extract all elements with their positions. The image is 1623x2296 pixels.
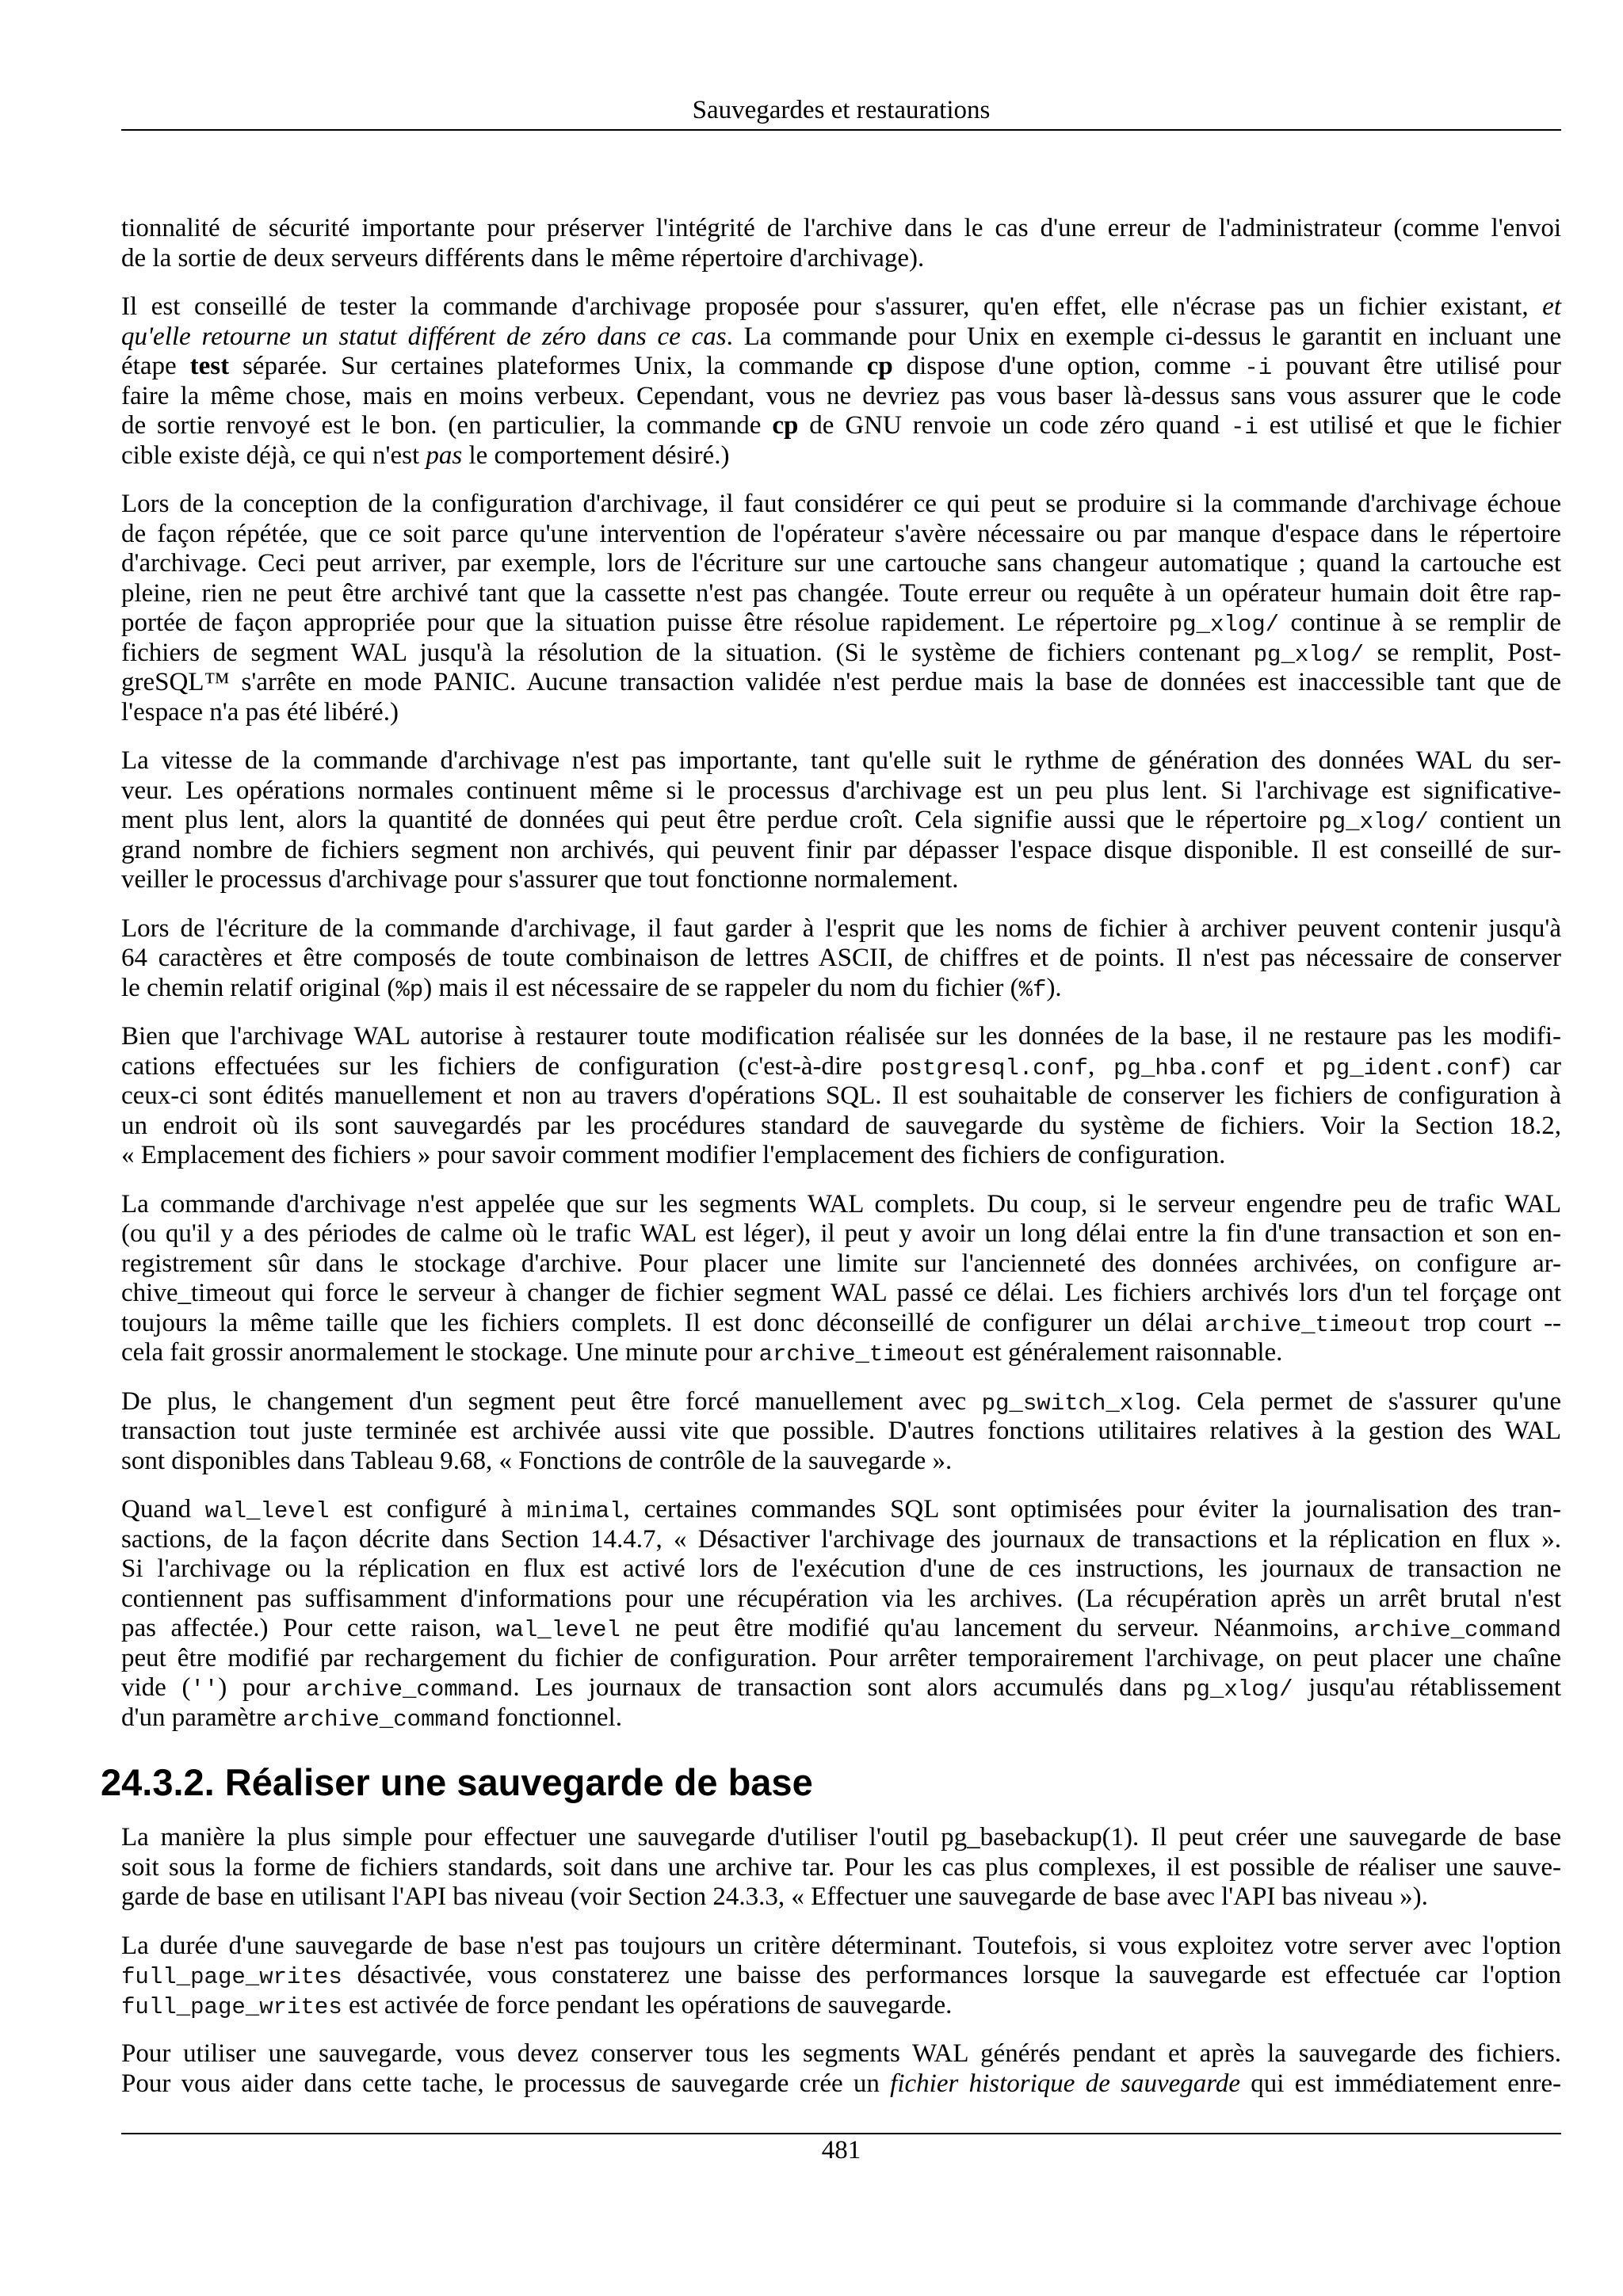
text-line (121, 411, 1561, 441)
text-line (121, 1525, 1561, 1555)
text-run: jusqu'au rétablissement (1293, 1673, 1561, 1702)
text-run: , certaines commandes SQL sont optimisées pour éviter la journalisation des tran- (623, 1495, 1561, 1524)
text-run: de GNU renvoie un code zéro quand (798, 411, 1231, 440)
code-text: wal_level (204, 1498, 330, 1524)
text-run: Pour vous aider dans cette tache, le processus de sauvegarde crée un (121, 2069, 891, 2098)
emphasis-text: pas (426, 441, 463, 470)
paragraph (121, 1387, 1561, 1477)
text-run: La durée d'une sauvegarde de base n'est pas toujours un critère déterminant. Toutefois, si vous exploitez votre server avec l'option (121, 1931, 1561, 1960)
text-line (121, 1554, 1561, 1585)
paragraph (121, 2039, 1561, 2099)
text-run: garde de base en utilisant l'API bas niveau (voir Section 24.3.3, « Effectuer une sauvegarde de base avec l'API bas niveau »). (121, 1882, 1428, 1911)
text-line (121, 836, 1561, 866)
code-text: archive_command (282, 1706, 491, 1733)
text-run: tionnalité de sécurité importante pour préserver l'intégrité de l'archive dans le cas d'une erreur de l'administrateur (comme l'envoi (121, 214, 1561, 242)
code-text: full_page_writes (121, 1964, 342, 1990)
text-run: continue à se remplir de (1279, 608, 1561, 637)
text-run: transaction tout juste terminée est archivée aussi vite que possible. D'autres fonctions utilitaires relatives à la gestion des WAL (121, 1417, 1561, 1445)
text-run: se remplit, Post- (1364, 638, 1562, 667)
text-run: d'archivage. Ceci peut arriver, par exemple, lors de l'écriture sur une cartouche sans changeur automatique ; quand la cartouche est (121, 549, 1561, 578)
text-run: contient un (1428, 806, 1561, 834)
text-line (121, 1112, 1561, 1142)
paragraph (121, 1823, 1561, 1913)
code-text: pg_ident.conf (1322, 1055, 1502, 1081)
code-text: %p (395, 976, 424, 1003)
code-text: archive_command (306, 1676, 514, 1703)
text-run: l'espace n'a pas été libéré.) (121, 697, 399, 727)
code-text: pg_hba.conf (1113, 1055, 1266, 1081)
text-line (121, 1052, 1561, 1082)
text-line (121, 1219, 1561, 1249)
page-number: 481 (821, 2136, 861, 2164)
text-run: est généralement raisonnable. (965, 1338, 1283, 1367)
section-heading: 24.3.2. Réaliser une sauvegarde de base (101, 1761, 813, 1803)
text-line (121, 1279, 1561, 1309)
text-run: est utilisé et que le fichier (1258, 411, 1561, 440)
code-text: '' (190, 1676, 219, 1703)
text-run: Lors de l'écriture de la commande d'archivage, il faut garder à l'esprit que les noms de fichier à archiver peuvent contenir jusqu'à (121, 913, 1561, 943)
text-run: grand nombre de fichiers segment non archivés, qui peuvent finir par dépasser l'espace disque disponible. Il est conseillé de sur- (121, 835, 1561, 864)
text-run: est configuré à (329, 1495, 527, 1524)
text-line (121, 1991, 1561, 2021)
paragraph (121, 914, 1561, 1004)
text-run: étape (121, 352, 190, 380)
text-line (121, 2069, 1561, 2100)
text-run: . La commande pour Unix en exemple ci-dessus le garantit en incluant une (726, 322, 1561, 351)
text-run: le chemin relatif original ( (121, 973, 396, 1002)
text-line (121, 806, 1561, 836)
text-run: cations effectuées sur les fichiers de configuration (c'est-à-dire (121, 1051, 881, 1081)
code-text: archive_timeout (758, 1341, 966, 1367)
paragraph (121, 292, 1561, 471)
text-run: Il est conseillé de tester la commande d'archivage proposée pour s'assurer, qu'en effet, elle n'écrase pas un fichier existant, (121, 292, 1543, 321)
text-line (121, 520, 1561, 550)
code-text: archive_command (1354, 1617, 1561, 1643)
text-run: . Les journaux de transaction sont alors accumulés dans (513, 1673, 1183, 1702)
text-run: un endroit où ils sont sauvegardés par les procédures standard de sauvegarde du système de fichiers. Voir la Section 18.2, (121, 1111, 1561, 1140)
text-line (121, 549, 1561, 579)
text-line (121, 2039, 1561, 2069)
text-run: veur. Les opérations normales continuent même si le processus d'archivage est un peu plus lent. Si l'archivage est significative- (121, 776, 1561, 805)
text-run: le comportement désiré.) (462, 441, 730, 470)
emphasis-text: fichier historique de sauvegarde (890, 2069, 1241, 2098)
text-line (121, 1644, 1561, 1674)
text-run: qui est immédiatement enre- (1240, 2069, 1561, 2098)
text-run: sont disponibles dans Tableau 9.68, « Fonctions de contrôle de la sauvegarde ». (121, 1446, 953, 1475)
text-run: ). (1046, 973, 1062, 1002)
text-run: pas affectée.) Pour cette raison, (121, 1614, 497, 1642)
command-name: cp (866, 352, 893, 380)
text-line (121, 1387, 1561, 1417)
command-name: test (189, 352, 230, 380)
text-line (121, 352, 1561, 382)
text-run: ) car (1501, 1051, 1561, 1081)
text-run: Bien que l'archivage WAL autorise à restaurer toute modification réalisée sur les données de la base, il ne restaure pas les modifi- (121, 1022, 1561, 1051)
text-run: soit sous la forme de fichiers standards, soit dans une archive tar. Pour les cas plus complexes, il est possible de réaliser une sauve- (121, 1852, 1561, 1882)
text-run: chive_timeout qui force le serveur à changer de fichier segment WAL passé ce délai. Les fichiers archivés lors d'un tel forçage ont (121, 1279, 1561, 1307)
paragraph (121, 1932, 1561, 2021)
paragraph (121, 746, 1561, 895)
text-line (121, 1338, 1561, 1368)
emphasis-text: qu'elle retourne un statut différent de zéro dans ce cas (121, 322, 727, 351)
text-run: pleine, rien ne peut être archivé tant que la cassette n'est pas changée. Toute erreur ou requête à un opérateur humain doit être rap- (121, 578, 1561, 608)
text-line (121, 441, 1561, 471)
text-line (121, 608, 1561, 639)
text-run: Si l'archivage ou la réplication en flux est activé lors de l'exécution d'une de ces instructions, les journaux de transaction ne (121, 1554, 1561, 1583)
code-text: minimal (526, 1498, 624, 1524)
text-run: et (1265, 1051, 1323, 1081)
text-run: La vitesse de la commande d'archivage n'est pas importante, tant qu'elle suit le rythme de génération des données WAL du ser- (121, 746, 1561, 775)
text-line (121, 1673, 1561, 1703)
code-text: pg_xlog/ (1253, 641, 1365, 668)
text-run: veiller le processus d'archivage pour s'assurer que tout fonctionne normalement. (121, 865, 959, 894)
text-run: ment plus lent, alors la quantité de données qui peut être perdue croît. Cela signifie aussi que le répertoire (121, 806, 1319, 834)
text-line (121, 1141, 1561, 1171)
text-run: toujours la même taille que les fichiers complets. Il est donc déconseillé de configurer un délai (121, 1308, 1205, 1337)
text-run: La commande d'archivage n'est appelée que sur les segments WAL complets. Du coup, si le serveur engendre peu de trafic WAL (121, 1189, 1561, 1219)
text-run: de sortie renvoyé est le bon. (en particulier, la commande (121, 411, 773, 440)
text-line (121, 1249, 1561, 1280)
paragraph (121, 214, 1561, 273)
text-line (121, 1614, 1561, 1644)
footer-rule (121, 2133, 1561, 2134)
text-run: fonctionnel. (490, 1703, 622, 1732)
text-run: désactivée, vous constaterez une baisse des performances lorsque la sauvegarde est effectuée car l'option (342, 1961, 1561, 1989)
text-line (121, 944, 1561, 974)
text-line (121, 1882, 1561, 1913)
text-run: 64 caractères et être composés de toute combinaison de lettres ASCII, de chiffres et de points. Il n'est pas nécessaire de conserver (121, 944, 1561, 972)
code-text: pg_xlog/ (1318, 809, 1429, 835)
text-line (121, 382, 1561, 412)
text-line (121, 914, 1561, 944)
text-run: ) mais il est nécessaire de se rappeler du nom du fichier ( (423, 973, 1019, 1002)
text-line (121, 244, 1561, 274)
text-line (121, 579, 1561, 609)
text-run: Quand (121, 1495, 205, 1524)
body-text-block (121, 214, 1561, 1752)
text-line (121, 1823, 1561, 1853)
running-header: Sauvegardes et restaurations (692, 96, 991, 124)
code-text: full_page_writes (121, 1993, 342, 2020)
text-run: de la sortie de deux serveurs différents dans le même répertoire d'archivage). (121, 243, 925, 273)
paragraph (121, 490, 1561, 727)
text-line (121, 865, 1561, 895)
text-run: greSQL™ s'arrête en mode PANIC. Aucune transaction validée n'est perdue mais la base de données est inaccessible tant que de (121, 668, 1561, 696)
text-line (121, 1932, 1561, 1962)
text-line (121, 1447, 1561, 1477)
text-run: peut être modifié par rechargement du fichier de configuration. Pour arrêter temporairement l'archivage, on peut placer une chaîne (121, 1643, 1561, 1672)
text-run: (ou qu'il y a des périodes de calme où le trafic WAL est léger), il peut y avoir un long délai entre la fin d'une transaction et son en- (121, 1219, 1561, 1248)
text-run: . Cela permet de s'assurer qu'une (1174, 1386, 1562, 1416)
text-line (121, 1022, 1561, 1052)
text-run: portée de façon appropriée pour que la situation puisse être résolue rapidement. Le répertoire (121, 608, 1169, 637)
text-run: pouvant être utilisé pour (1272, 352, 1562, 380)
text-run: registrement sûr dans le stockage d'archive. Pour placer une limite sur l'ancienneté des données archivées, on configure ar- (121, 1249, 1561, 1278)
text-line (121, 1495, 1561, 1525)
text-run: De plus, le changement d'un segment peut être forcé manuellement avec (121, 1386, 982, 1416)
text-run: cela fait grossir anormalement le stockage. Une minute pour (121, 1338, 759, 1367)
text-line (121, 1585, 1561, 1615)
code-text: pg_xlog/ (1168, 612, 1280, 638)
text-line (121, 639, 1561, 669)
text-run: Pour utiliser une sauvegarde, vous devez conserver tous les segments WAL générés pendant et après la sauvegarde des fichiers. (121, 2039, 1561, 2068)
text-run: ne peut être modifié qu'au lancement du serveur. Néanmoins, (620, 1614, 1354, 1642)
text-line (121, 490, 1561, 520)
text-line (121, 292, 1561, 322)
code-text: archive_timeout (1205, 1311, 1412, 1338)
text-line (121, 1703, 1561, 1733)
text-run: vide ( (121, 1673, 191, 1702)
text-run: séparée. Sur certaines plateformes Unix, la commande (229, 352, 867, 380)
text-run: Lors de la conception de la configuration d'archivage, il faut considérer ce qui peut se produire si la commande d'archivage échoue (121, 490, 1561, 518)
text-line (121, 1961, 1561, 1991)
section-body-text-block (121, 1823, 1561, 2118)
text-run: ) pour (218, 1673, 307, 1702)
text-run: sactions, de la façon décrite dans Section 14.4.7, « Désactiver l'archivage des journaux de transactions et la réplication en flux ». (121, 1524, 1561, 1554)
text-run: , (1088, 1051, 1114, 1081)
text-run: « Emplacement des fichiers » pour savoir comment modifier l'emplacement des fichiers de configuration. (121, 1141, 1226, 1169)
text-line (121, 668, 1561, 698)
text-run: d'un paramètre (121, 1703, 283, 1732)
header-rule (121, 129, 1561, 131)
text-line (121, 1081, 1561, 1112)
text-run: cible existe déjà, ce qui n'est (121, 441, 426, 470)
text-run: trop court -- (1411, 1308, 1561, 1337)
text-line (121, 776, 1561, 807)
text-line (121, 974, 1561, 1004)
code-text: -i (1230, 414, 1258, 441)
text-run: ceux-ci sont édités manuellement et non au travers d'opérations SQL. Il est souhaitable de conserver les fichiers de configuration à (121, 1081, 1561, 1110)
text-line (121, 746, 1561, 776)
text-line (121, 1417, 1561, 1447)
text-line (121, 214, 1561, 244)
text-run: dispose d'une option, comme (892, 352, 1245, 380)
emphasis-text: et (1542, 292, 1561, 321)
paragraph (121, 1190, 1561, 1368)
command-name: cp (772, 411, 799, 440)
text-line (121, 698, 1561, 728)
code-text: %f (1018, 976, 1047, 1003)
code-text: pg_xlog/ (1182, 1676, 1293, 1703)
code-text: pg_switch_xlog (981, 1390, 1175, 1417)
code-text: postgresql.conf (880, 1055, 1088, 1081)
text-run: contiennent pas suffisamment d'informations pour une récupération via les archives. (La récupération après un arrêt brutal n'est (121, 1584, 1561, 1613)
text-run: de façon répétée, que ce soit parce qu'une intervention de l'opérateur s'avère nécessaire ou par manque d'espace dans le répertoire (121, 519, 1561, 548)
code-text: wal_level (496, 1617, 621, 1643)
text-run: La manière la plus simple pour effectuer une sauvegarde d'utiliser l'outil pg_basebackup(1). Il peut créer une sauvegarde de base (121, 1823, 1561, 1852)
text-run: est activée de force pendant les opérations de sauvegarde. (342, 1990, 953, 2019)
text-line (121, 1309, 1561, 1339)
text-line (121, 1190, 1561, 1220)
text-run: faire la même chose, mais en moins verbeux. Cependant, vous ne devriez pas vous baser là-dessus sans vous assurer que le code (121, 381, 1561, 410)
text-line (121, 1853, 1561, 1883)
paragraph (121, 1022, 1561, 1171)
text-line (121, 322, 1561, 353)
code-text: -i (1244, 355, 1273, 381)
paragraph (121, 1495, 1561, 1733)
text-run: fichiers de segment WAL jusqu'à la résolution de la situation. (Si le système de fichiers contenant (121, 638, 1254, 667)
